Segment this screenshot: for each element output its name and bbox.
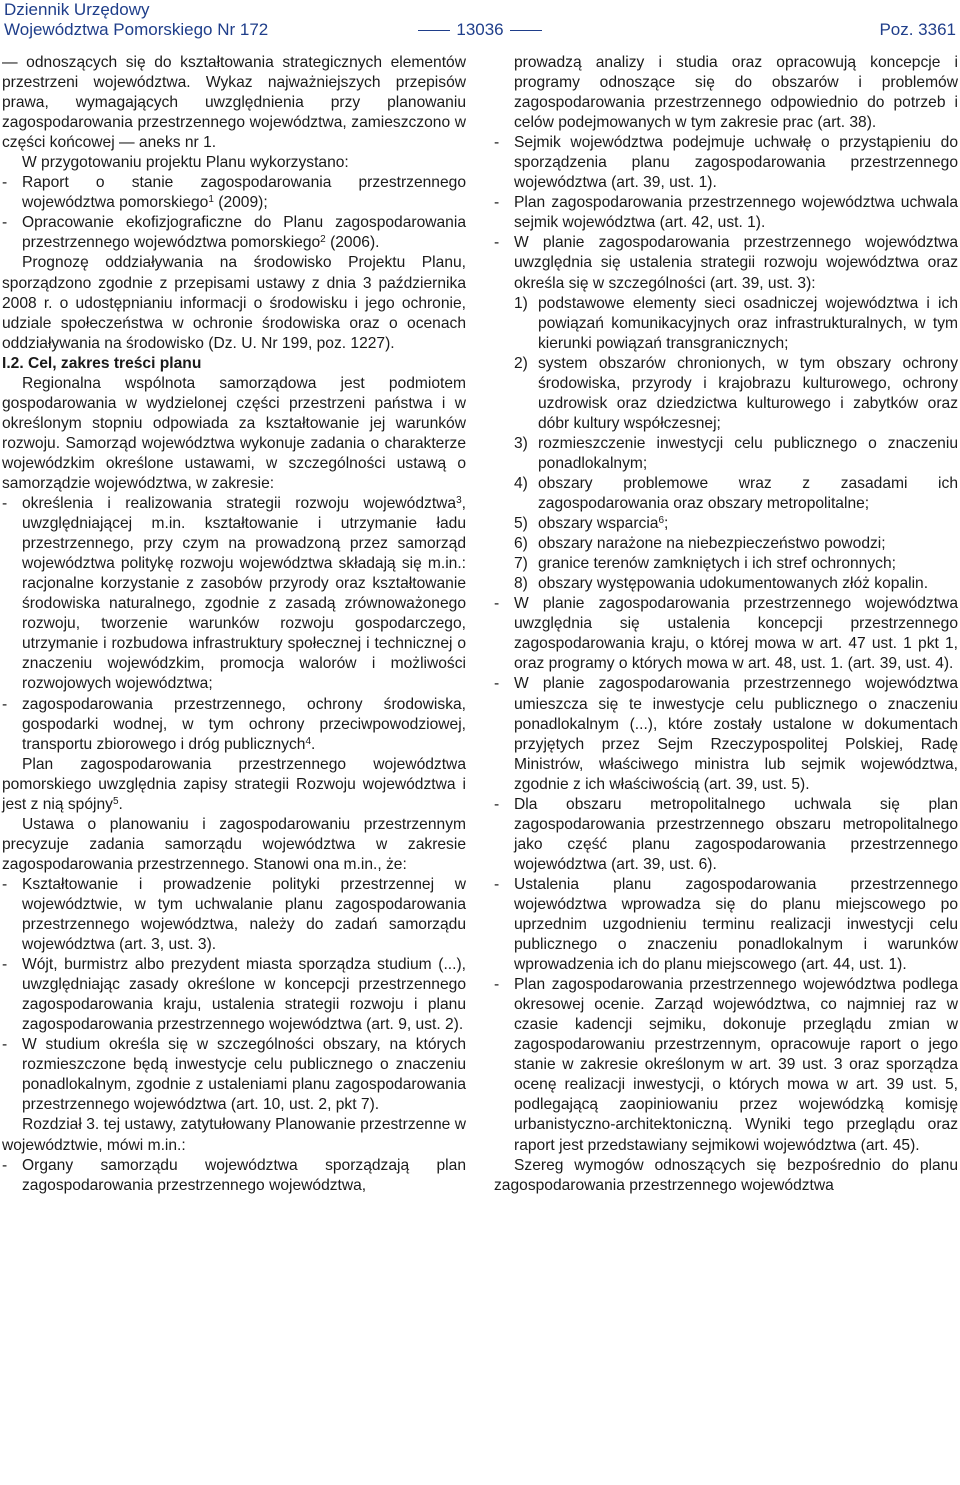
paragraph: — odnoszących się do kształtowania strategicznych elementów przestrzeni województwa. Wykaz najważniejszych przepisów prawa, wymagających uwzględnienia przy planowaniu zagospodarowania przestrzennego województwa, zamieszczono w części końcowej — aneks nr 1. xyxy=(2,54,466,152)
bullet-item: - W planie zagospodarowania przestrzennego województwa uwzględnia się ustalenia koncepcji przestrzennego zagospodarowania kraju, o której mowa w art. 47 ust. 1 pkt 1, oraz programy o których mowa w art. 48, ust. 1. (art. 39, ust. 4). xyxy=(494,595,958,673)
journal-title: Dziennik Urzędowy xyxy=(4,0,150,19)
bullet-item: - Ustalenia planu zagospodarowania przestrzennego województwa wprowadza się do planu miejscowego po uprzednim uzgodnieniu terminu realizacji inwestycji celu publicznego o znaczeniu ponadlokalnym i warunków wprowadzenia ich do planu miejscowego (art. 44, ust. 1). xyxy=(494,875,958,974)
paragraph: Plan zagospodarowania przestrzennego województwa pomorskiego uwzględnia zapisy strategii Rozwoju województwa i jest z nią spójny$^5$. xyxy=(2,755,466,813)
numbered-item: 7) granice terenów zamkniętych i ich stref ochronnych; xyxy=(514,555,896,573)
numbered-item: 5) obszary wsparcia$^6$; xyxy=(514,515,669,533)
right-column xyxy=(494,53,958,1196)
numbered-item: 8) obszary występowania udokumentowanych złóż kopalin. xyxy=(514,575,929,593)
bullet-item: - Organy samorządu województwa sporządzają plan zagospodarowania przestrzennego województwa, xyxy=(2,1156,466,1194)
section-heading: I.2. Cel, zakres treści planu xyxy=(2,354,202,372)
paragraph: W przygotowaniu projektu Planu wykorzystano: xyxy=(22,154,349,172)
bullet-item: - Sejmik województwa podejmuje uchwałę o przystąpieniu do sporządzenia planu zagospodarowania przestrzennego województwa (art. 39, ust. 1). xyxy=(494,134,958,192)
numbered-item: 6) obszary narażone na niebezpieczeństwo powodzi; xyxy=(514,535,886,553)
journal-issue: Województwa Pomorskiego Nr 172 xyxy=(4,20,269,39)
paragraph: Szereg wymogów odnoszących się bezpośrednio do planu zagospodarowania przestrzennego województwa xyxy=(494,1156,958,1194)
numbered-item: 3) rozmieszczenie inwestycji celu publicznego o znaczeniu ponadlokalnym; xyxy=(514,434,958,472)
bullet-item: - W studium określa się w szczególności obszary, na których rozmieszczone będą inwestycje celu publicznego o znaczeniu ponadlokalnym, zgodnie z ustaleniami planu zagospodarowania przestrzennego województwa (art. 10, ust. 2, pkt 7). xyxy=(2,1036,466,1114)
bullet-item: - W planie zagospodarowania przestrzennego województwa uwzględnia się ustalenia strategii rozwoju województwa oraz określa się w szczególności (art. 39, ust. 3): xyxy=(494,234,958,292)
bullet-item: - Kształtowanie i prowadzenie polityki przestrzennej w województwie, w tym uchwalanie planu zagospodarowania przestrzennego województwa, należy do zadań samorządu województwa (art. 3, ust. 3). xyxy=(2,875,466,954)
bullet-item: - zagospodarowania przestrzennego, ochrony środowiska, gospodarki wodnej, w tym ochrony przeciwpowodziowej, transportu zbiorowego i dróg publicznych$^4$. xyxy=(2,695,466,753)
paragraph: prowadzą analizy i studia oraz opracowują koncepcje i programy odnoszące się do obszarów i problemów zagospodarowania przestrzennego odpowiednio do potrzeb i celów podejmowanych w tym zakresie prac (art. 38). xyxy=(514,54,958,132)
page-number: 13036 xyxy=(0,20,960,39)
bullet-item: - Plan zagospodarowania przestrzennego województwa uchwala sejmik województwa (art. 42, ust. 1). xyxy=(494,194,958,232)
numbered-item: 4) obszary problemowe wraz z zasadami ich zagospodarowania oraz obszary metropolitalne; xyxy=(514,474,958,513)
paragraph: Ustawa o planowaniu i zagospodarowaniu przestrzennym precyzuje zadania samorządu województwa w zakresie zagospodarowania przestrzennego. Stanowi ona m.in., że: xyxy=(2,815,466,873)
page-header xyxy=(0,0,960,44)
bullet-item: - Opracowanie ekofizjograficzne do Planu zagospodarowania przestrzennego województwa pomorskiego$^2$ (2006). xyxy=(2,214,466,252)
bullet-item: - Raport o stanie zagospodarowania przestrzennego województwa pomorskiego$^1$ (2009); xyxy=(2,174,466,212)
bullet-item: - określenia i realizowania strategii rozwoju województwa$^3$, uwzględniającej m.in. kształtowanie i utrzymanie ładu przestrzennego, przy czym na prowadzoną przez samorząd województwa politykę rozwoju województwa składają się m.in.: racjonalne korzystanie z zasobów przyrody oraz kształtowanie środowiska naturalnego, zgodnie z zasadą zrównoważonego rozwoju, tworzenie warunków rozwoju gospodarczego, utrzymanie i rozbudowa infrastruktury społecznej i technicznej o znaczeniu wojewódzkim, promocja walorów i możliwości rozwojowych województwa; xyxy=(2,495,466,693)
position-number: Poz. 3361 xyxy=(879,20,956,39)
paragraph: Regionalna wspólnota samorządowa jest podmiotem gospodarowania w wydzielonej części przestrzeni państwa i w określonym stopniu odpowiada za kształtowanie jej warunków rozwoju. Samorząd województwa wykonuje zadania o charakterze wojewódzkim określone ustawami, w szczególności ustawą o samorządzie województwa, w zakresie: xyxy=(2,374,466,492)
numbered-item: 1) podstawowe elementy sieci osadniczej województwa i ich powiązań komunikacyjnych oraz infrastrukturalnych, w tym kierunki powiązań transgranicznych; xyxy=(514,294,958,352)
bullet-item: - Wójt, burmistrz albo prezydent miasta sporządza studium (...), uwzględniając zasady określone w koncepcji przestrzennego zagospodarowania kraju, ustalenia strategii rozwoju i planu zagospodarowania przestrzennego województwa (art. 9, ust. 2). xyxy=(2,956,466,1034)
bullet-item: - W planie zagospodarowania przestrzennego województwa umieszcza się te inwestycje celu publicznego o znaczeniu ponadlokalnym (...), które zostały ustalone w dokumentach przyjętych przez Sejm Rzeczypospolitej Polskiej, Radę Ministrów, właściwego ministra lub sejmik województwa, zgodnie z ich właściwością (art. 39, ust. 5). xyxy=(494,675,958,793)
numbered-list xyxy=(494,294,958,595)
paragraph: Prognozę oddziaływania na środowisko Projektu Planu, sporządzono zgodnie z przepisami ustawy z dnia 3 października 2008 r. o udostępnianiu informacji o środowisku i jego ochronie, udziale społeczeństwa w ochronie środowiska oraz o ocenach oddziaływania na środowisko (Dz. U. Nr 199, poz. 1227). xyxy=(2,254,466,352)
bullet-item: - Plan zagospodarowania przestrzennego województwa podlega okresowej ocenie. Zarząd województwa, co najmniej raz w czasie kadencji sejmiku, dokonuje przeglądu zmian w zagospodarowaniu przestrzennym, opracowuje raport o jego stanie w zakresie określonym w art. 39 ust. 3 oraz sporządza ocenę realizacji inwestycji, o których mowa w art. 39 ust. 5, podlegającą zaopiniowaniu przez wojewódzką komisję urbanistyczno-architektoniczną. Wyniki tego przeglądu oraz raport jest przedstawiany sejmikowi województwa (art. 45). xyxy=(494,976,958,1154)
paragraph: Rozdział 3. tej ustawy, zatytułowany Planowanie przestrzenne w województwie, mówi m.in.: xyxy=(2,1116,466,1154)
numbered-item: 2) system obszarów chronionych, w tym obszary ochrony środowiska, przyrody i krajobrazu kulturowego, ochrony uzdrowisk oraz dziedzictwa kulturowego i zabytków oraz dóbr kultury współczesnej; xyxy=(514,354,958,432)
bullet-item: - Dla obszaru metropolitalnego uchwala się plan zagospodarowania przestrzennego obszaru metropolitalnego jako część planu zagospodarowania przestrzennego województwa (art. 39, ust. 6). xyxy=(494,795,958,873)
left-column xyxy=(2,53,466,1196)
